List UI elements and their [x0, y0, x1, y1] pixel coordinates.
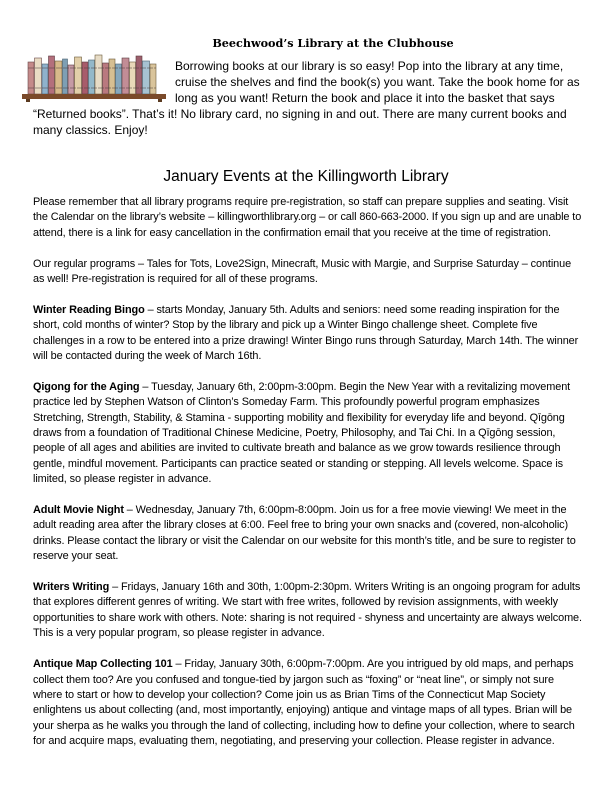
event-adult-movie-night	[33, 503, 583, 565]
event-description: – Tuesday, January 6th, 2:00pm-3:00pm. Begin the New Year with a revitalizing movement practice led by Stephen Watson of Clinton’s Someday Farm. This profoundly powerful program emphasizes Stretching, Strength, Stability, & Stamina - supporting mobility and flexibility for everyday life and beyond. Qīgōng draws from a foundation of Traditional Chinese Medicine, Poetry, Philosophy, and Tai Chi. In a Qīgōng session, people of all ages and abilities are invited to cultivate breath and balance as we grow towards resilience through gentle, mindful movement. Participants can practice seated or standing or stepping. All levels welcome. Space is limited, so please register in advance.	[33, 380, 571, 486]
event-winter-reading-bingo	[33, 303, 583, 365]
events-content	[33, 195, 583, 765]
event-title: Writers Writing	[33, 581, 110, 594]
event-title: Winter Reading Bingo	[33, 303, 145, 316]
event-title: Adult Movie Night	[33, 504, 124, 517]
event-description: – Friday, January 30th, 6:00pm-7:00pm. Are you intrigued by old maps, and perhaps collect them too? Are you confused and tongue-tied by jargon such as “foxing” or “neat line”, or simply not sure where to start or how to develop your collection? Come join us as Brian Tims of the Connecticut Map Society enlightens us about collecting (and, most importantly, enjoying) antique and vintage maps of all types. Brian will be your sherpa as he walks you through the land of collecting, including how to define your collection, where to search for and acquire maps, evaluating them, negotiating, and preserving your collection. Please register in advance.	[33, 658, 575, 748]
header-title: Beechwood’s Library at the Clubhouse	[212, 36, 454, 50]
event-description: – Fridays, January 16th and 30th, 1:00pm-2:30pm. Writers Writing is an ongoing program for adults that explores different genres of writing. We start with free writes, followed by revision assignments, with weekly opportunities to share work with others. Note: sharing is not required - shyness and uncertainty are always welcome. This is a very popular program, so please register in advance.	[33, 581, 582, 640]
event-qigong	[33, 380, 583, 488]
event-description: – starts Monday, January 5th. Adults and seniors: need some reading inspiration for the short, cold months of winter? Stop by the library and pick up a Winter Bingo challenge sheet. Complete five challenges in a row to be entered into a prize drawing! Winter Bingo runs through Saturday, March 14th. The winner will be contacted during the week of March 16th.	[33, 303, 579, 363]
event-title: Antique Map Collecting 101	[33, 658, 173, 671]
registration-paragraph: Please remember that all library programs require pre-registration, so staff can prepare supplies and seating. Visit the Calendar on the library’s website – killingworthlibrary.org – or call 860-663-2000. If you sign up and are unable to attend, there is a link for easy cancellation in the confirmation email that you receive at the time of registration.	[33, 196, 582, 239]
event-title: Qigong for the Aging	[33, 380, 140, 393]
event-antique-map-collecting	[33, 657, 583, 749]
regular-programs-paragraph: Our regular programs – Tales for Tots, Love2Sign, Minecraft, Music with Margie, and Surprise Saturday – continue as well! Pre-registration is required for all of these programs.	[33, 257, 572, 286]
section-title: January Events at the Killingworth Library	[163, 168, 449, 185]
event-description: – Wednesday, January 7th, 6:00pm-8:00pm. Join us for a free movie viewing! We meet in the adult reading area after the library closes at 6:00. Feel free to bring your own snacks and (covered, non-alcoholic) drinks. Please contact the library or visit the Calendar on our website for this month’s title, and be sure to register to reserve your seat.	[33, 504, 576, 563]
event-writers-writing	[33, 580, 583, 642]
intro-paragraph: Borrowing books at our library is so easy! Pop into the library at any time, cruise the shelves and find the book(s) you want. Take the book home for as long as you want! Return the book and place it into the basket that says “Returned books”. That’s it! No library card, no signing in and out. There are many current books and many classics. Enjoy!	[33, 59, 580, 137]
